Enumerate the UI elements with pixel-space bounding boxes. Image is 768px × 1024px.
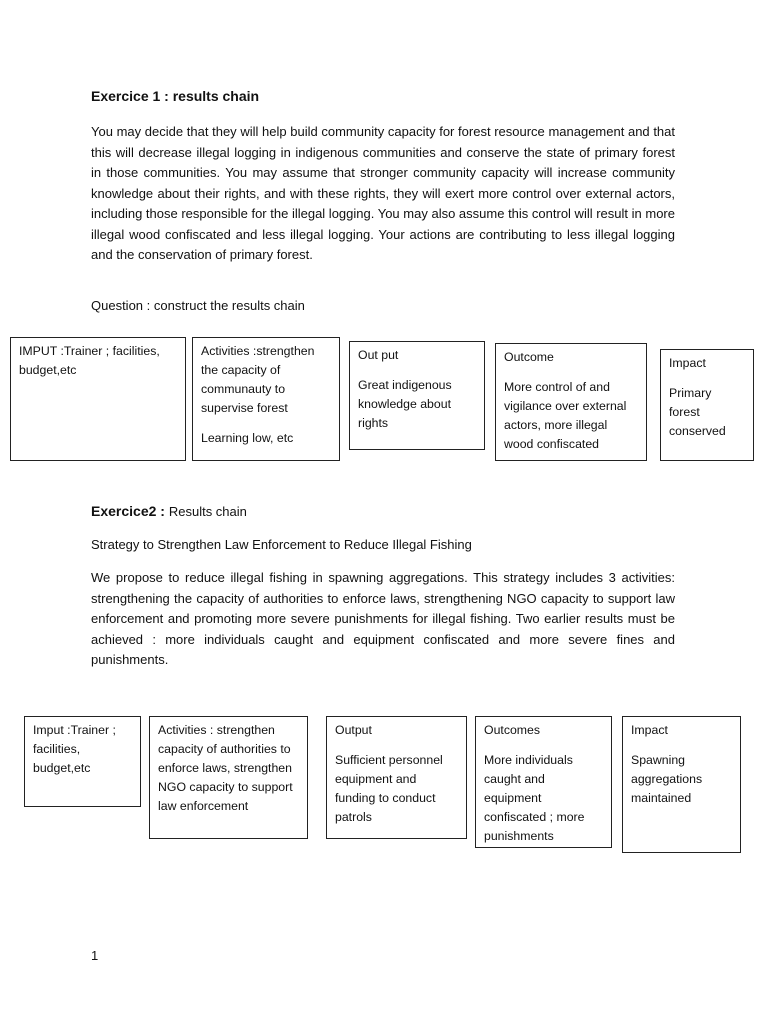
exercise-2-title: Exercice2 : Results chain [91,503,247,519]
exercise-1-question: Question : construct the results chain [91,298,305,313]
ex2-activities-label: Activities : strengthen capacity of authorities to enforce laws, strengthen NGO capacity to support law enforcement [158,723,293,813]
exercise-2-subtitle: Strategy to Strengthen Law Enforcement to Reduce Illegal Fishing [91,537,472,552]
exercise-1-paragraph: You may decide that they will help build community capacity for forest resource management and that this will decrease illegal logging in indigenous communities and conserve the state of primary forest in those communities. You may assume that stronger community capacity will increase community knowledge about their rights, and with these rights, they will exert more control over external actors, including those responsible for the illegal logging. You may also assume this control will result in more illegal wood confiscated and less illegal logging. Your actions are contributing to less illegal logging and the conservation of primary forest. [91,124,675,262]
ex1-output-label: Out put [358,348,399,362]
ex1-output-detail: Great indigenous knowledge about rights [358,378,452,430]
ex1-outcome-box [495,343,647,461]
ex2-activities-box [149,716,308,839]
ex2-outcomes-label: Outcomes [484,723,541,737]
ex2-output-detail: Sufficient personnel equipment and funding to conduct patrols [335,753,443,824]
ex2-impact-label: Impact [631,723,668,737]
ex1-activities-detail: Learning low, etc [201,431,294,445]
ex1-activities-box [192,337,340,461]
page-number: 1 [91,948,99,963]
ex1-outcome-detail: More control of and vigilance over external actors, more illegal wood confiscated [504,380,627,451]
ex1-input-box [10,337,186,461]
exercise-1-title: Exercice 1 : results chain [91,88,260,104]
ex1-impact-detail: Primary forest conserved [669,386,726,438]
ex1-output-box [349,341,485,450]
ex1-impact-box [660,349,754,461]
ex1-outcome-label: Outcome [504,350,554,364]
ex1-impact-label: Impact [669,356,706,370]
ex2-impact-detail: Spawning aggregations maintained [631,753,703,805]
ex2-impact-box [622,716,741,853]
ex2-input-label: Imput :Trainer ; facilities, budget,etc [33,723,116,775]
ex1-activities-label: Activities :strengthen the capacity of communauty to supervise forest [201,344,315,415]
ex2-outcomes-box [475,716,612,848]
ex2-input-box [24,716,141,807]
exercise-2-paragraph: We propose to reduce illegal fishing in spawning aggregations. This strategy includes 3 activities: strengthening the capacity of authorities to enforce laws, strengthening NGO capacity to support law enforcement and promoting more severe punishments for illegal fishing. Two earlier results must be achieved : more individuals caught and equipment confiscated and more severe fines and punishments. [91,570,675,667]
ex2-output-box [326,716,467,839]
ex1-input-label: IMPUT :Trainer ; facilities, budget,etc [19,344,160,377]
ex2-output-label: Output [335,723,372,737]
ex2-outcomes-detail: More individuals caught and equipment confiscated ; more punishments [484,753,585,843]
